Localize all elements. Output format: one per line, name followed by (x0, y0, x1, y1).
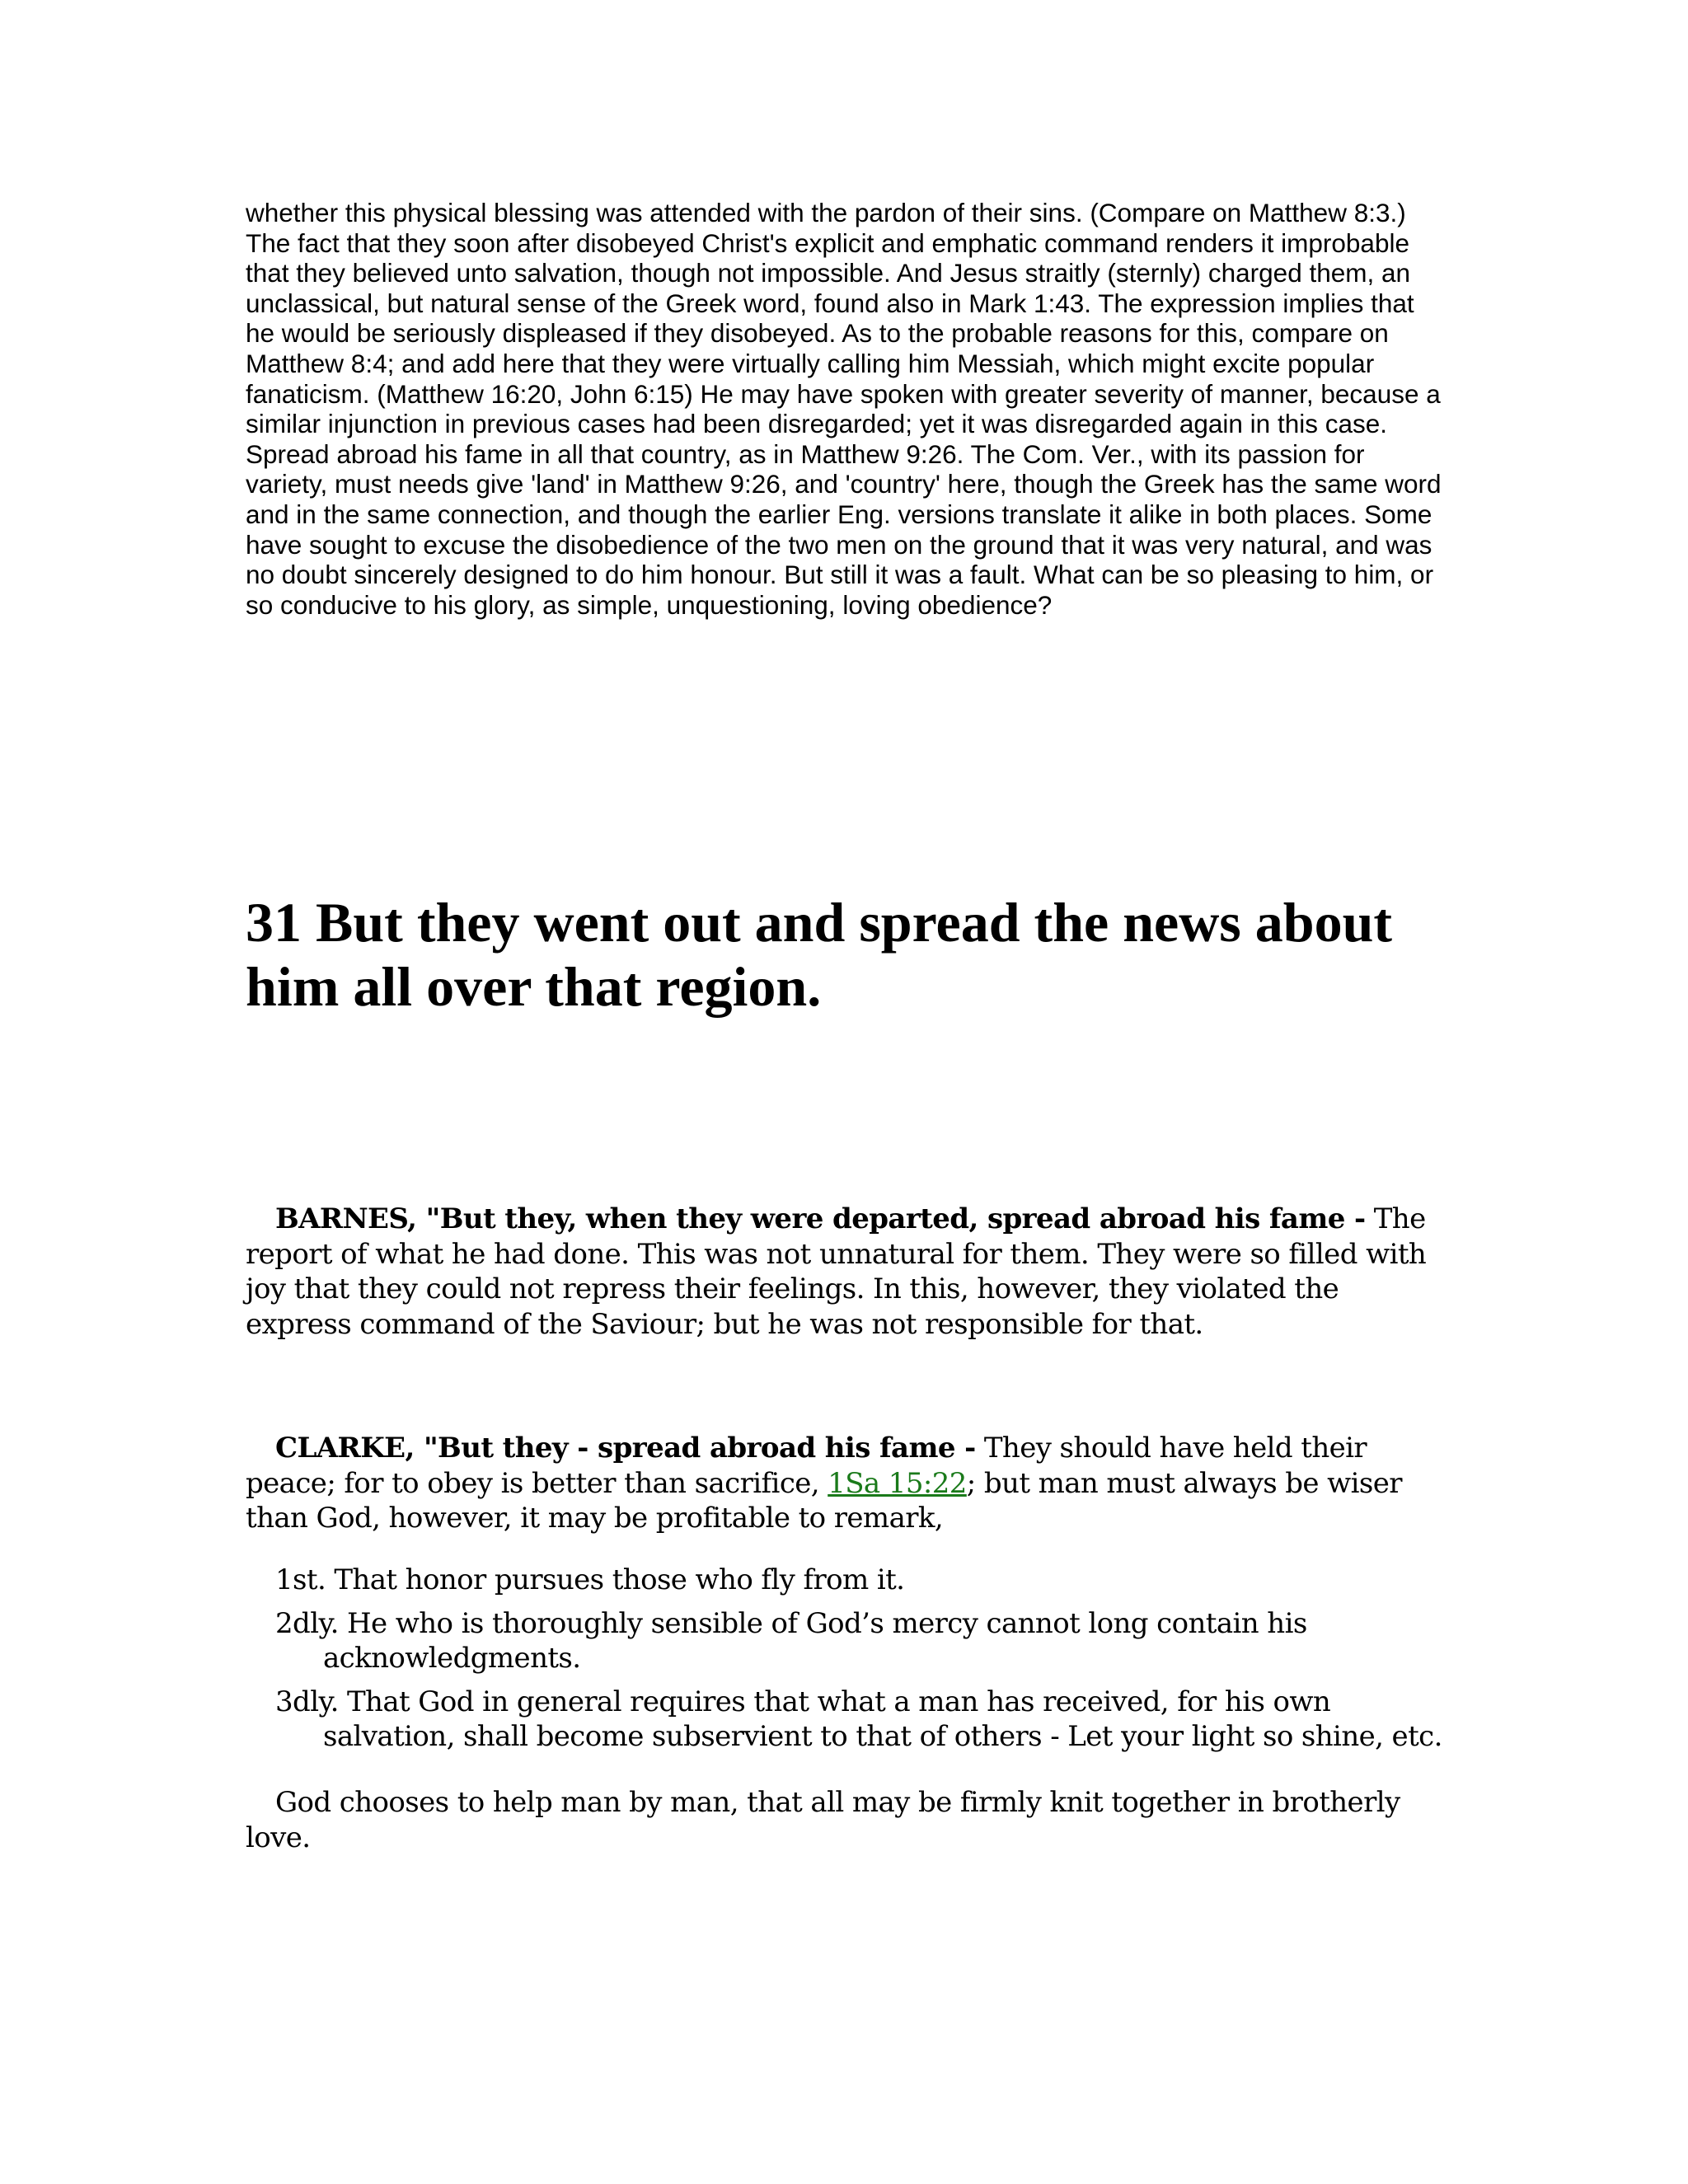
closing-text: God chooses to help man by man, that all may be firmly knit together in brotherly love. (246, 1786, 1400, 1854)
scripture-reference-link[interactable]: 1Sa 15:22 (828, 1466, 967, 1500)
clarke-body-before: They should have held their peace; for to obey is better than sacrifice, (246, 1432, 1367, 1500)
verse-heading: 31 But they went out and spread the news about him all over that region. (246, 891, 1393, 1018)
list-item: 3dly. That God in general requires that what a man has received, for his own salvation, shall become subservient to that of others - Let your light so shine, etc. (275, 1685, 1442, 1753)
clarke-commentary (246, 1431, 1449, 1536)
clarke-lead: CLARKE, "But they - spread abroad his fame - (275, 1432, 976, 1465)
barnes-body: The report of what he had done. This was not unnatural for them. They were so filled with joy that they could not repress their feelings. In this, however, they violated the express command of the Saviour; but he was not responsible for that. (246, 1202, 1427, 1341)
intro-paragraph: whether this physical blessing was attended with the pardon of their sins. (Compare on Matthew 8:3.) The fact that they soon after disobeyed Christ's explicit and emphatic command renders it improbable that they believed unto salvation, though not impossible. And Jesus straitly (sternly) charged them, an unclassical, but natural sense of the Greek word, found also in Mark 1:43. The expression implies that he would be seriously displeased if they disobeyed. As to the probable reasons for this, compare on Matthew 8:4; and add here that they were virtually calling him Messiah, which might excite popular fanaticism. (Matthew 16:20, John 6:15) He may have spoken with greater severity of manner, because a similar injunction in previous cases had been disregarded; yet it was disregarded again in this case. Spread abroad his fame in all that country, as in Matthew 9:26. The Com. Ver., with its passion for variety, must needs give 'land' in Matthew 9:26, and 'country' here, though the Greek has the same word and in the same connection, and though the earlier Eng. versions translate it alike in both places. Some have sought to excuse the disobedience of the two men on the ground that it was very natural, and was no doubt sincerely designed to do him honour. But still it was a fault. What can be so pleasing to him, or so conducive to his glory, as simple, unquestioning, loving obedience? (246, 198, 1442, 620)
list-item: 1st. That honor pursues those who fly from it. (275, 1563, 905, 1596)
clarke-points-list (275, 1563, 1454, 1763)
closing-paragraph (246, 1785, 1449, 1855)
barnes-lead: BARNES, "But they, when they were departed, spread abroad his fame - (275, 1202, 1366, 1235)
barnes-commentary (246, 1202, 1449, 1342)
list-item: 2dly. He who is thoroughly sensible of God’s mercy cannot long contain his acknowledgments. (275, 1606, 1307, 1675)
clarke-body-after: ; but man must always be wiser than God, however, it may be profitable to remark, (246, 1466, 1402, 1535)
